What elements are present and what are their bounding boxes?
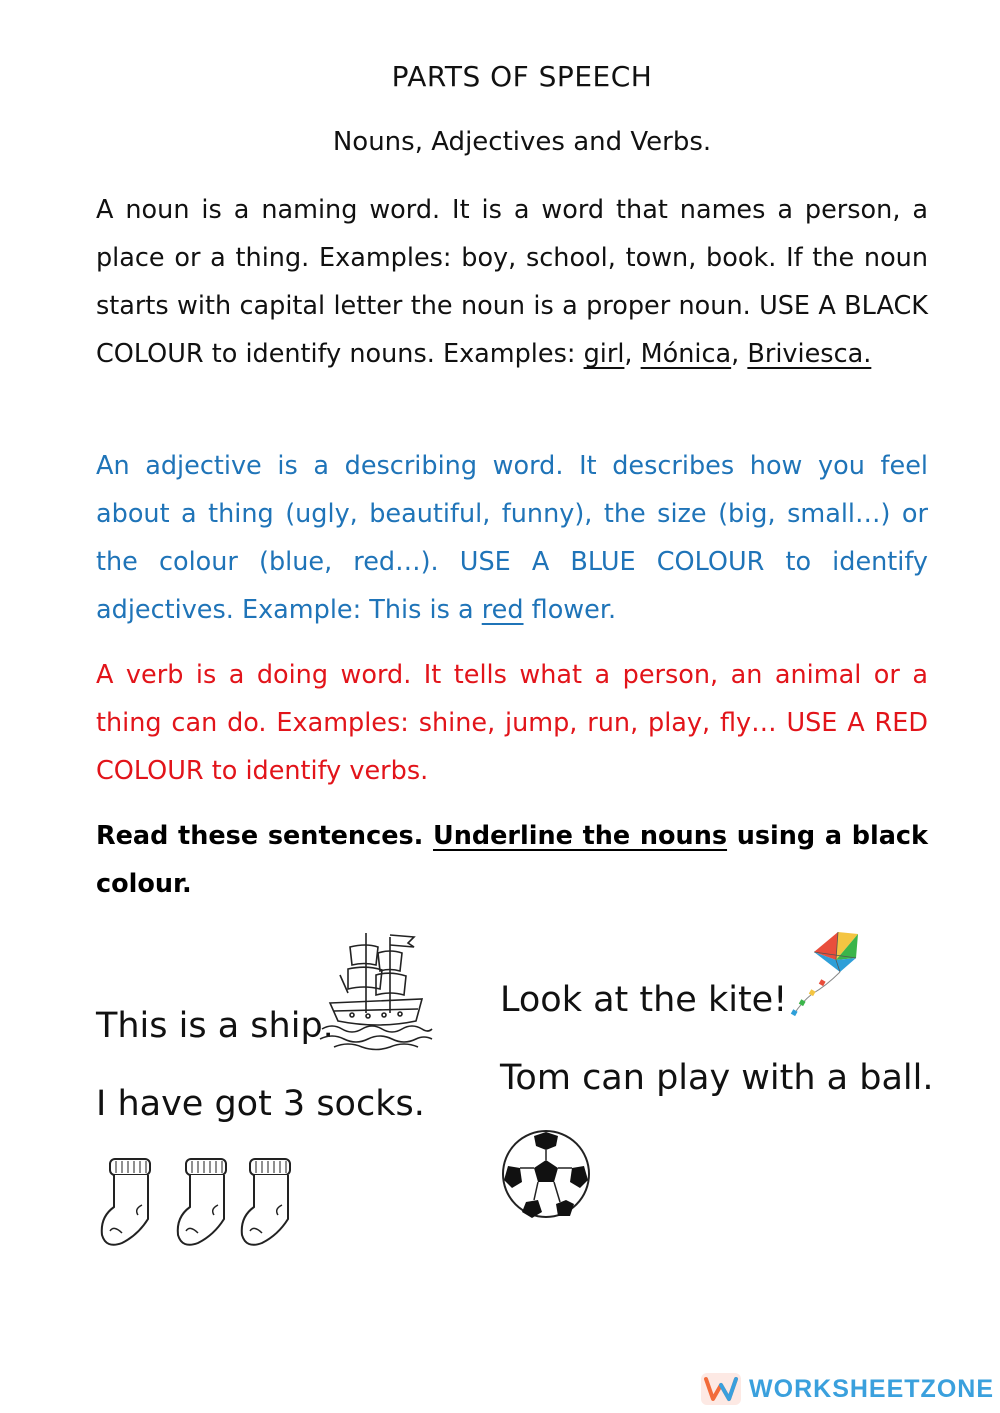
watermark-text: WORKSHEETZONE — [749, 1374, 994, 1403]
instruction-part2: using a black colour. — [96, 821, 928, 899]
instruction-part1: Read these sentences. — [96, 821, 434, 851]
worksheetzone-logo-icon — [701, 1373, 741, 1405]
noun-example-girl: girl — [583, 339, 625, 369]
ship-icon — [318, 925, 436, 1053]
page-subtitle: Nouns, Adjectives and Verbs. — [332, 127, 712, 157]
noun-example-monica: Mónica — [640, 339, 732, 369]
kite-icon — [782, 928, 862, 1020]
sentence-kite: Look at the kite! — [500, 980, 788, 1020]
separator: , — [731, 339, 748, 369]
adjective-paragraph — [96, 442, 928, 634]
verb-paragraph: A verb is a doing word. It tells what a person, an animal or a thing can do. Examples: shine, jump, run, play, fly… USE A RED COLOUR to identify verbs. — [96, 660, 928, 786]
adjective-example-red: red — [481, 595, 524, 625]
page-title: PARTS OF SPEECH — [391, 60, 653, 93]
instruction — [96, 812, 928, 908]
sock-icon — [96, 1155, 306, 1255]
instruction-underlined: Underline the nouns — [433, 821, 728, 851]
sentence-ship: This is a ship. — [96, 1006, 334, 1046]
noun-paragraph — [96, 186, 928, 378]
separator: , — [624, 339, 641, 369]
noun-intro: A noun is a naming word. It is a word that names a person, a place or a thing. Examples: boy, school, town, book. If the noun starts with capital letter the noun is a proper noun. USE A BLACK COLOUR to identify nouns. Examples: — [96, 195, 928, 369]
watermark — [701, 1373, 994, 1405]
adjective-intro: An adjective is a describing word. It describes how you feel about a thing (ugly, beautiful, funny), the size (big, small…) or the colour (blue, red…). USE A BLUE COLOUR to identify adjectives. Example: This is a — [96, 451, 928, 625]
noun-example-briviesca: Briviesca. — [747, 339, 872, 369]
soccer-ball-icon — [500, 1128, 592, 1220]
sentence-socks: I have got 3 socks. — [96, 1084, 425, 1124]
sentence-ball: Tom can play with a ball. — [500, 1058, 934, 1098]
adjective-outro: flower. — [523, 595, 617, 625]
